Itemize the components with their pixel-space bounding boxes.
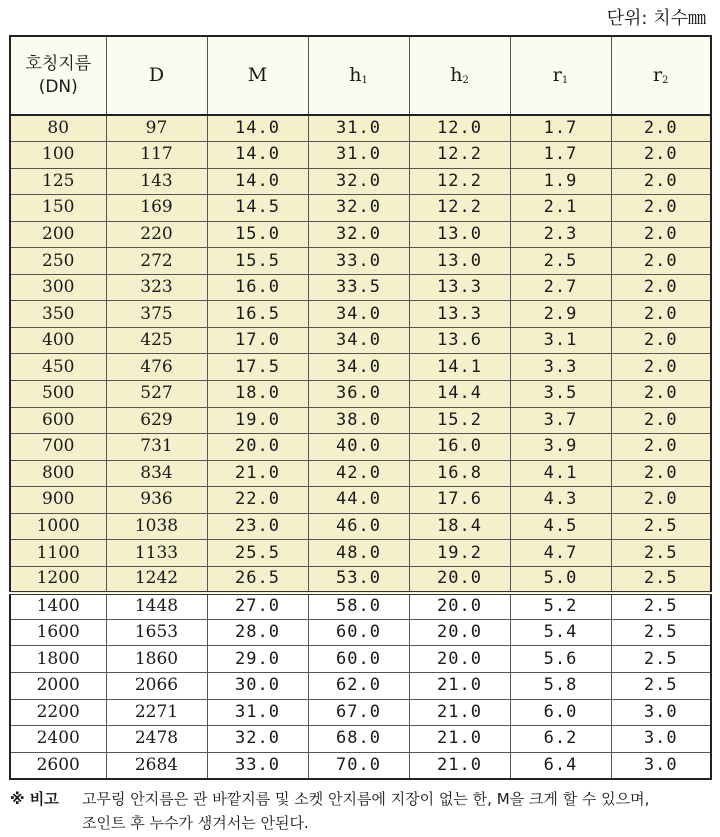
cell-h2: 20.0 (409, 646, 510, 673)
cell-r1: 2.3 (510, 221, 611, 248)
table-row (10, 168, 711, 195)
header-m: M (207, 36, 308, 115)
cell-d: 1133 (106, 540, 207, 567)
table-row (10, 566, 711, 593)
header-r1-symbol: r (552, 63, 562, 86)
header-r2 (611, 36, 711, 115)
cell-dn: 400 (10, 327, 106, 354)
cell-dn: 2400 (10, 726, 106, 753)
cell-d: 731 (106, 434, 207, 461)
cell-dn: 350 (10, 301, 106, 328)
header-dn-line2: (DN) (38, 76, 78, 97)
unit-label: 단위: 치수㎜ (606, 8, 706, 29)
cell-h1: 32.0 (308, 195, 409, 222)
cell-r1: 4.7 (510, 540, 611, 567)
cell-h2: 19.2 (409, 540, 510, 567)
cell-r2: 2.5 (611, 646, 711, 673)
cell-r2: 2.0 (611, 142, 711, 169)
cell-m: 25.5 (207, 540, 308, 567)
cell-h1: 32.0 (308, 221, 409, 248)
cell-dn: 2000 (10, 672, 106, 699)
cell-d: 323 (106, 274, 207, 301)
cell-m: 14.5 (207, 195, 308, 222)
cell-m: 17.0 (207, 327, 308, 354)
cell-h1: 68.0 (308, 726, 409, 753)
table-row (10, 487, 711, 514)
cell-m: 21.0 (207, 460, 308, 487)
cell-r2: 2.5 (611, 540, 711, 567)
cell-h2: 21.0 (409, 726, 510, 753)
cell-d: 1242 (106, 566, 207, 593)
cell-h1: 53.0 (308, 566, 409, 593)
table-row (10, 619, 711, 646)
cell-h2: 20.0 (409, 619, 510, 646)
cell-r2: 2.0 (611, 380, 711, 407)
cell-r2: 2.0 (611, 248, 711, 275)
table-row (10, 646, 711, 673)
table-row (10, 115, 711, 142)
cell-d: 375 (106, 301, 207, 328)
cell-d: 2066 (106, 672, 207, 699)
cell-h2: 13.3 (409, 301, 510, 328)
cell-m: 16.5 (207, 301, 308, 328)
cell-r1: 1.9 (510, 168, 611, 195)
table-row (10, 380, 711, 407)
cell-m: 15.0 (207, 221, 308, 248)
cell-dn: 1200 (10, 566, 106, 593)
cell-h2: 12.0 (409, 115, 510, 142)
table-row (10, 354, 711, 381)
cell-r2: 2.0 (611, 274, 711, 301)
cell-dn: 900 (10, 487, 106, 514)
cell-dn: 80 (10, 115, 106, 142)
cell-r1: 6.4 (510, 752, 611, 779)
table-row (10, 195, 711, 222)
cell-dn: 2200 (10, 699, 106, 726)
cell-r2: 2.0 (611, 221, 711, 248)
table-body (10, 115, 711, 779)
cell-dn: 1600 (10, 619, 106, 646)
cell-h2: 15.2 (409, 407, 510, 434)
cell-r2: 2.0 (611, 301, 711, 328)
cell-r2: 2.5 (611, 672, 711, 699)
cell-d: 629 (106, 407, 207, 434)
cell-r2: 2.0 (611, 434, 711, 461)
cell-h2: 14.4 (409, 380, 510, 407)
cell-m: 22.0 (207, 487, 308, 514)
header-dn-line1: 호칭지름 (25, 53, 92, 74)
cell-h2: 13.0 (409, 248, 510, 275)
remark-body (82, 787, 715, 835)
remark-line-2: 조인트 후 누수가 생겨서는 안된다. (82, 814, 309, 832)
cell-h2: 17.6 (409, 487, 510, 514)
cell-m: 29.0 (207, 646, 308, 673)
cell-h1: 62.0 (308, 672, 409, 699)
header-h1-subscript: 1 (361, 74, 368, 86)
cell-r1: 3.9 (510, 434, 611, 461)
table-row (10, 752, 711, 779)
cell-m: 26.5 (207, 566, 308, 593)
cell-r2: 2.0 (611, 195, 711, 222)
cell-h1: 42.0 (308, 460, 409, 487)
table-row (10, 699, 711, 726)
cell-h2: 12.2 (409, 195, 510, 222)
cell-m: 14.0 (207, 142, 308, 169)
cell-m: 15.5 (207, 248, 308, 275)
cell-d: 834 (106, 460, 207, 487)
header-h2-symbol: h (450, 63, 463, 86)
table-row (10, 274, 711, 301)
cell-r2: 2.5 (611, 513, 711, 540)
header-r2-symbol: r (653, 63, 663, 86)
cell-d: 1038 (106, 513, 207, 540)
cell-d: 272 (106, 248, 207, 275)
cell-h2: 21.0 (409, 699, 510, 726)
cell-r2: 2.5 (611, 566, 711, 593)
cell-d: 1448 (106, 593, 207, 620)
table-row (10, 434, 711, 461)
cell-m: 30.0 (207, 672, 308, 699)
cell-r1: 5.2 (510, 593, 611, 620)
remark-note (10, 787, 715, 835)
cell-r2: 2.0 (611, 168, 711, 195)
table-header-row (10, 36, 711, 115)
cell-d: 425 (106, 327, 207, 354)
cell-d: 169 (106, 195, 207, 222)
cell-h1: 34.0 (308, 301, 409, 328)
cell-dn: 250 (10, 248, 106, 275)
cell-h1: 60.0 (308, 619, 409, 646)
cell-d: 97 (106, 115, 207, 142)
table-row (10, 248, 711, 275)
cell-h1: 60.0 (308, 646, 409, 673)
cell-h1: 67.0 (308, 699, 409, 726)
cell-r2: 3.0 (611, 726, 711, 753)
header-nominal-diameter (10, 36, 106, 115)
dimension-table (9, 35, 712, 780)
cell-h1: 31.0 (308, 115, 409, 142)
cell-dn: 450 (10, 354, 106, 381)
cell-dn: 1400 (10, 593, 106, 620)
cell-dn: 2600 (10, 752, 106, 779)
cell-h1: 40.0 (308, 434, 409, 461)
header-h2 (409, 36, 510, 115)
table-row (10, 301, 711, 328)
cell-h2: 13.6 (409, 327, 510, 354)
remark-line-1: 고무링 안지름은 관 바깥지름 및 소켓 안지름에 지장이 없는 한, M을 크게 할 수 있으며, (82, 790, 650, 808)
cell-d: 936 (106, 487, 207, 514)
cell-r1: 1.7 (510, 142, 611, 169)
header-r1 (510, 36, 611, 115)
cell-m: 23.0 (207, 513, 308, 540)
cell-m: 14.0 (207, 168, 308, 195)
cell-r1: 5.0 (510, 566, 611, 593)
remark-mark: ※ 비고 (10, 790, 59, 808)
cell-h1: 48.0 (308, 540, 409, 567)
cell-m: 28.0 (207, 619, 308, 646)
cell-h2: 21.0 (409, 752, 510, 779)
cell-h1: 32.0 (308, 168, 409, 195)
header-r1-subscript: 1 (561, 74, 569, 86)
cell-r1: 1.7 (510, 115, 611, 142)
cell-h1: 33.0 (308, 248, 409, 275)
cell-r2: 2.0 (611, 460, 711, 487)
cell-r2: 2.5 (611, 619, 711, 646)
cell-dn: 700 (10, 434, 106, 461)
cell-m: 32.0 (207, 726, 308, 753)
cell-m: 27.0 (207, 593, 308, 620)
cell-h2: 18.4 (409, 513, 510, 540)
table-row (10, 327, 711, 354)
cell-h1: 31.0 (308, 142, 409, 169)
cell-r2: 2.0 (611, 354, 711, 381)
cell-m: 31.0 (207, 699, 308, 726)
cell-h1: 58.0 (308, 593, 409, 620)
table-row (10, 540, 711, 567)
cell-h2: 20.0 (409, 566, 510, 593)
cell-h2: 13.0 (409, 221, 510, 248)
cell-h1: 34.0 (308, 327, 409, 354)
cell-r2: 2.5 (611, 593, 711, 620)
cell-h2: 13.3 (409, 274, 510, 301)
cell-r1: 4.5 (510, 513, 611, 540)
cell-dn: 100 (10, 142, 106, 169)
cell-r2: 3.0 (611, 752, 711, 779)
cell-dn: 300 (10, 274, 106, 301)
cell-d: 1860 (106, 646, 207, 673)
table-row (10, 460, 711, 487)
cell-dn: 600 (10, 407, 106, 434)
table-row (10, 593, 711, 620)
cell-dn: 150 (10, 195, 106, 222)
table-row (10, 726, 711, 753)
table-row (10, 142, 711, 169)
cell-r2: 2.0 (611, 115, 711, 142)
cell-r1: 5.6 (510, 646, 611, 673)
cell-r2: 3.0 (611, 699, 711, 726)
cell-h1: 44.0 (308, 487, 409, 514)
cell-r1: 5.4 (510, 619, 611, 646)
cell-r1: 2.7 (510, 274, 611, 301)
cell-r1: 5.8 (510, 672, 611, 699)
cell-m: 16.0 (207, 274, 308, 301)
cell-r2: 2.0 (611, 407, 711, 434)
cell-r1: 6.0 (510, 699, 611, 726)
cell-m: 18.0 (207, 380, 308, 407)
cell-d: 2684 (106, 752, 207, 779)
cell-d: 143 (106, 168, 207, 195)
cell-h2: 20.0 (409, 593, 510, 620)
header-h2-subscript: 2 (462, 74, 469, 86)
cell-r1: 2.5 (510, 248, 611, 275)
cell-h1: 38.0 (308, 407, 409, 434)
cell-d: 2271 (106, 699, 207, 726)
cell-m: 17.5 (207, 354, 308, 381)
cell-h2: 16.0 (409, 434, 510, 461)
cell-h2: 12.2 (409, 142, 510, 169)
cell-m: 14.0 (207, 115, 308, 142)
cell-r1: 3.3 (510, 354, 611, 381)
cell-r1: 6.2 (510, 726, 611, 753)
header-d: D (106, 36, 207, 115)
cell-r1: 3.7 (510, 407, 611, 434)
cell-r1: 4.1 (510, 460, 611, 487)
cell-dn: 1000 (10, 513, 106, 540)
cell-r2: 2.0 (611, 327, 711, 354)
cell-h1: 36.0 (308, 380, 409, 407)
cell-dn: 125 (10, 168, 106, 195)
cell-d: 1653 (106, 619, 207, 646)
cell-d: 2478 (106, 726, 207, 753)
cell-dn: 500 (10, 380, 106, 407)
cell-h1: 70.0 (308, 752, 409, 779)
cell-m: 20.0 (207, 434, 308, 461)
cell-dn: 1100 (10, 540, 106, 567)
cell-d: 527 (106, 380, 207, 407)
cell-h2: 16.8 (409, 460, 510, 487)
cell-dn: 200 (10, 221, 106, 248)
cell-h1: 46.0 (308, 513, 409, 540)
cell-m: 19.0 (207, 407, 308, 434)
table-row (10, 221, 711, 248)
header-r2-subscript: 2 (662, 74, 669, 86)
cell-r1: 2.9 (510, 301, 611, 328)
table-row (10, 672, 711, 699)
cell-r1: 3.5 (510, 380, 611, 407)
cell-r1: 3.1 (510, 327, 611, 354)
cell-h2: 12.2 (409, 168, 510, 195)
table-row (10, 407, 711, 434)
header-h1-symbol: h (349, 63, 362, 86)
cell-dn: 800 (10, 460, 106, 487)
table-row (10, 513, 711, 540)
cell-m: 33.0 (207, 752, 308, 779)
cell-h2: 21.0 (409, 672, 510, 699)
cell-h1: 33.5 (308, 274, 409, 301)
cell-r1: 2.1 (510, 195, 611, 222)
cell-r2: 2.0 (611, 487, 711, 514)
cell-h1: 34.0 (308, 354, 409, 381)
cell-dn: 1800 (10, 646, 106, 673)
cell-r1: 4.3 (510, 487, 611, 514)
cell-d: 117 (106, 142, 207, 169)
header-h1 (308, 36, 409, 115)
cell-d: 220 (106, 221, 207, 248)
cell-h2: 14.1 (409, 354, 510, 381)
cell-d: 476 (106, 354, 207, 381)
